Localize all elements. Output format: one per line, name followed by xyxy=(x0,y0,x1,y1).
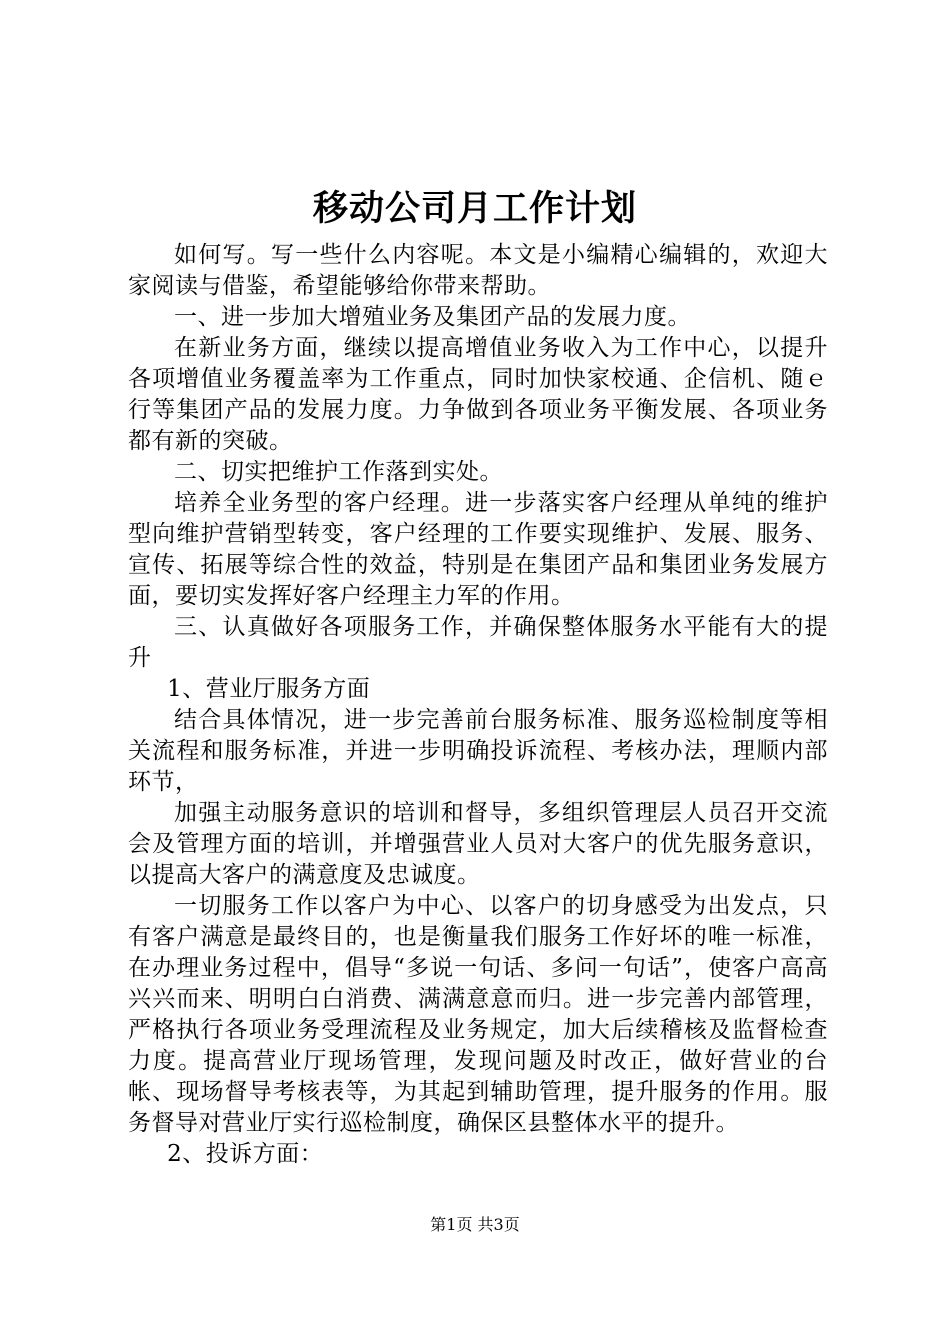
body-paragraph: 结合具体情况，进一步完善前台服务标准、服务巡检制度等相关流程和服务标准，并进一步明确投诉流程、考核办法，理顺内部环节， xyxy=(128,707,828,795)
document-title: 移动公司月工作计划 xyxy=(312,188,637,229)
page-footer: 第1页 共3页 xyxy=(430,1215,520,1234)
subsection-heading-1: 1、营业厅服务方面 xyxy=(167,676,371,702)
body-paragraph: 培养全业务型的客户经理。进一步落实客户经理从单纯的维护型向维护营销型转变，客户经理的工作要实现维护、发展、服务、宣传、拓展等综合性的效益，特别是在集团产品和集团业务发展方面，要切实发挥好客户经理主力军的作用。 xyxy=(128,490,828,609)
body-paragraph: 一切服务工作以客户为中心、以客户的切身感受为出发点，只有客户满意是最终目的，也是衡量我们服务工作好坏的唯一标准，在办理业务过程中，倡导“多说一句话、多问一句话”，使客户高高兴兴而来、明明白白消费、满满意意而归。进一步完善内部管理，严格执行各项业务受理流程及业务规定，加大后续稽核及监督检查力度。提高营业厅现场管理，发现问题及时改正，做好营业的台帐、现场督导考核表等，为其起到辅助管理，提升服务的作用。服务督导对营业厅实行巡检制度，确保区县整体水平的提升。 xyxy=(128,893,828,1136)
body-paragraph: 加强主动服务意识的培训和督导，多组织管理层人员召开交流会及管理方面的培训，并增强营业人员对大客户的优先服务意识，以提高大客户的满意度及忠诚度。 xyxy=(128,800,828,888)
body-paragraph: 在新业务方面，继续以提高增值业务收入为工作中心，以提升各项增值业务覆盖率为工作重点，同时加快家校通、企信机、随ｅ行等集团产品的发展力度。力争做到各项业务平衡发展、各项业务都有新的突破。 xyxy=(128,335,828,454)
section-heading-3: 三、认真做好各项服务工作，并确保整体服务水平能有大的提升 xyxy=(128,614,828,671)
document-body xyxy=(128,240,828,1170)
section-heading-1: 一、进一步加大增殖业务及集团产品的发展力度。 xyxy=(174,304,691,330)
section-heading-2: 二、切实把维护工作落到实处。 xyxy=(174,459,503,485)
intro-paragraph: 如何写。写一些什么内容呢。本文是小编精心编辑的，欢迎大家阅读与借鉴，希望能够给你带来帮助。 xyxy=(128,242,828,299)
subsection-heading-2: 2、投诉方面： xyxy=(167,1141,324,1167)
